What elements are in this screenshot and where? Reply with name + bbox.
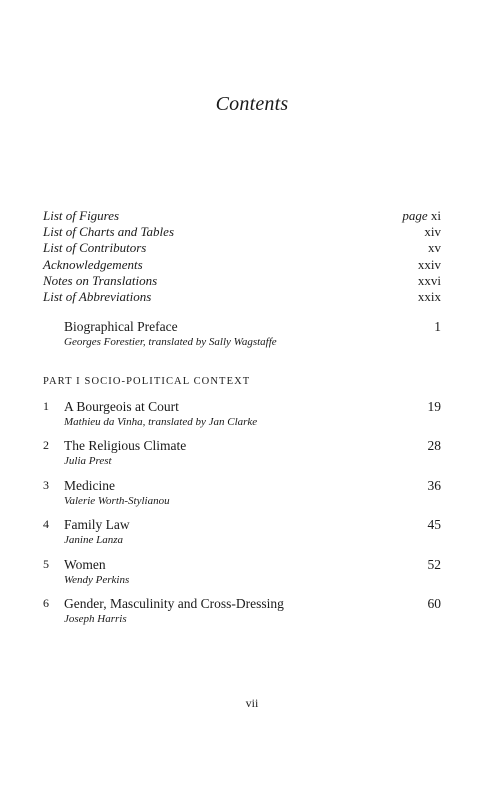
page-number: xxvi bbox=[417, 272, 441, 288]
chapter-title: Women bbox=[64, 556, 106, 572]
page-number: xv bbox=[428, 240, 441, 256]
chapter-entry[interactable] bbox=[43, 595, 441, 634]
chapter-number: 6 bbox=[43, 595, 49, 610]
chapter-number: 2 bbox=[43, 438, 49, 453]
page-number: xiv bbox=[424, 224, 441, 240]
part-heading: PART I SOCIO-POLITICAL CONTEXT bbox=[43, 376, 251, 387]
chapter-number: 1 bbox=[43, 399, 49, 413]
page-title: Contents bbox=[215, 93, 289, 115]
front-matter-item[interactable] bbox=[43, 273, 441, 289]
page-prefix: page bbox=[402, 208, 428, 223]
chapter-author: Julia Prest bbox=[64, 455, 112, 468]
chapter-title: Medicine bbox=[64, 477, 115, 493]
chapter-author: Valerie Worth-Stylianou bbox=[64, 494, 170, 507]
chapter-number: 5 bbox=[43, 556, 49, 571]
front-matter-item[interactable] bbox=[43, 208, 441, 224]
chapter-page: 60 bbox=[427, 595, 441, 611]
chapter-title: The Religious Climate bbox=[64, 438, 187, 454]
chapter-title: Family Law bbox=[64, 517, 130, 533]
chapter-entry[interactable] bbox=[43, 437, 441, 476]
preface-author: Georges Forestier, translated by Sally Wagstaffe bbox=[64, 336, 277, 348]
page-number: xxix bbox=[417, 288, 441, 304]
preface-entry[interactable] bbox=[64, 318, 441, 350]
chapter-list bbox=[43, 398, 441, 634]
chapter-author: Joseph Harris bbox=[64, 612, 127, 625]
front-matter-page bbox=[402, 208, 441, 224]
chapter-page: 52 bbox=[427, 556, 441, 572]
front-matter-list bbox=[43, 208, 441, 305]
chapter-entry[interactable] bbox=[43, 477, 441, 516]
front-matter-title: Acknowledgements bbox=[43, 256, 143, 272]
front-matter-item[interactable] bbox=[43, 240, 441, 256]
page-folio: vii bbox=[245, 696, 259, 710]
chapter-title: A Bourgeois at Court bbox=[64, 399, 179, 414]
front-matter-title: List of Figures bbox=[43, 208, 120, 223]
chapter-entry[interactable] bbox=[43, 556, 441, 595]
chapter-author: Janine Lanza bbox=[64, 534, 123, 547]
front-matter-item[interactable] bbox=[43, 224, 441, 240]
chapter-author: Mathieu da Vinha, translated by Jan Clarke bbox=[64, 416, 258, 428]
front-matter-title: List of Charts and Tables bbox=[43, 224, 175, 240]
preface-page: 1 bbox=[434, 319, 441, 334]
chapter-page: 28 bbox=[427, 438, 441, 454]
chapter-title: Gender, Masculinity and Cross-Dressing bbox=[64, 595, 284, 611]
chapter-author: Wendy Perkins bbox=[64, 573, 130, 586]
front-matter-title: List of Abbreviations bbox=[43, 288, 152, 304]
front-matter-title: Notes on Translations bbox=[43, 272, 158, 288]
chapter-number: 4 bbox=[43, 517, 49, 532]
chapter-entry[interactable] bbox=[43, 398, 441, 437]
front-matter-item[interactable] bbox=[43, 257, 441, 273]
page-number: xi bbox=[430, 208, 441, 223]
page-number: xxiv bbox=[417, 256, 441, 272]
preface-title: Biographical Preface bbox=[64, 319, 178, 334]
chapter-entry[interactable] bbox=[43, 516, 441, 555]
chapter-page: 19 bbox=[427, 399, 441, 414]
front-matter-title: List of Contributors bbox=[43, 240, 147, 256]
chapter-page: 45 bbox=[427, 517, 441, 533]
chapter-number: 3 bbox=[43, 477, 49, 492]
chapter-page: 36 bbox=[427, 477, 441, 493]
front-matter-item[interactable] bbox=[43, 289, 441, 305]
